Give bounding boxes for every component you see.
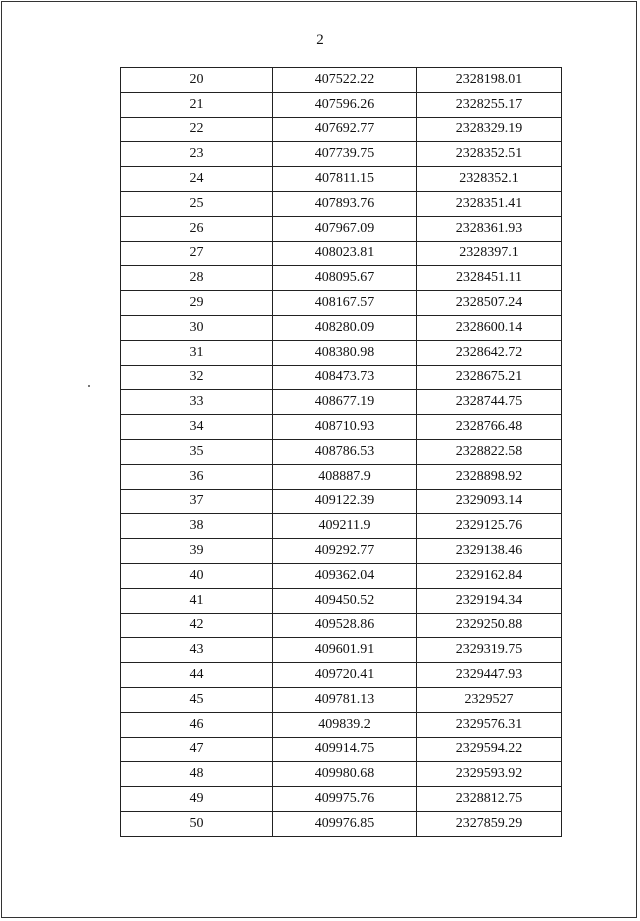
table-row	[121, 315, 562, 340]
point-number-cell: 28	[121, 266, 273, 291]
y-coordinate-cell: 2329138.46	[417, 539, 562, 564]
coordinates-table	[120, 67, 562, 837]
x-coordinate-cell: 407967.09	[273, 216, 417, 241]
point-number-cell: 30	[121, 315, 273, 340]
x-coordinate-cell: 409450.52	[273, 588, 417, 613]
y-coordinate-cell: 2328329.19	[417, 117, 562, 142]
point-number-cell: 32	[121, 365, 273, 390]
x-coordinate-cell: 408380.98	[273, 340, 417, 365]
point-number-cell: 43	[121, 638, 273, 663]
table-row	[121, 340, 562, 365]
table-row	[121, 464, 562, 489]
point-number-cell: 24	[121, 167, 273, 192]
point-number-cell: 39	[121, 539, 273, 564]
point-number-cell: 47	[121, 737, 273, 762]
scan-speck	[88, 385, 90, 387]
y-coordinate-cell: 2328812.75	[417, 787, 562, 812]
table-row	[121, 712, 562, 737]
table-row	[121, 415, 562, 440]
x-coordinate-cell: 407739.75	[273, 142, 417, 167]
y-coordinate-cell: 2328600.14	[417, 315, 562, 340]
point-number-cell: 40	[121, 563, 273, 588]
x-coordinate-cell: 408473.73	[273, 365, 417, 390]
y-coordinate-cell: 2328361.93	[417, 216, 562, 241]
point-number-cell: 42	[121, 613, 273, 638]
point-number-cell: 31	[121, 340, 273, 365]
y-coordinate-cell: 2328198.01	[417, 68, 562, 93]
y-coordinate-cell: 2329447.93	[417, 663, 562, 688]
x-coordinate-cell: 409528.86	[273, 613, 417, 638]
x-coordinate-cell: 408710.93	[273, 415, 417, 440]
point-number-cell: 41	[121, 588, 273, 613]
y-coordinate-cell: 2329576.31	[417, 712, 562, 737]
table-row	[121, 365, 562, 390]
table-row	[121, 266, 562, 291]
point-number-cell: 27	[121, 241, 273, 266]
table-row	[121, 439, 562, 464]
point-number-cell: 26	[121, 216, 273, 241]
table-row	[121, 514, 562, 539]
point-number-cell: 22	[121, 117, 273, 142]
y-coordinate-cell: 2328675.21	[417, 365, 562, 390]
x-coordinate-cell: 409980.68	[273, 762, 417, 787]
x-coordinate-cell: 409914.75	[273, 737, 417, 762]
table-row	[121, 638, 562, 663]
y-coordinate-cell: 2329319.75	[417, 638, 562, 663]
y-coordinate-cell: 2328352.1	[417, 167, 562, 192]
y-coordinate-cell: 2329162.84	[417, 563, 562, 588]
point-number-cell: 20	[121, 68, 273, 93]
x-coordinate-cell: 409781.13	[273, 687, 417, 712]
table-row	[121, 787, 562, 812]
x-coordinate-cell: 407522.22	[273, 68, 417, 93]
x-coordinate-cell: 408677.19	[273, 390, 417, 415]
x-coordinate-cell: 409720.41	[273, 663, 417, 688]
table-row	[121, 539, 562, 564]
table-row	[121, 117, 562, 142]
x-coordinate-cell: 407596.26	[273, 92, 417, 117]
y-coordinate-cell: 2328255.17	[417, 92, 562, 117]
y-coordinate-cell: 2328451.11	[417, 266, 562, 291]
table-row	[121, 811, 562, 836]
y-coordinate-cell: 2329125.76	[417, 514, 562, 539]
x-coordinate-cell: 408095.67	[273, 266, 417, 291]
x-coordinate-cell: 408023.81	[273, 241, 417, 266]
table-row	[121, 92, 562, 117]
x-coordinate-cell: 407811.15	[273, 167, 417, 192]
table-row	[121, 563, 562, 588]
point-number-cell: 33	[121, 390, 273, 415]
page-number: 2	[316, 32, 324, 48]
table-row	[121, 68, 562, 93]
x-coordinate-cell: 408167.57	[273, 291, 417, 316]
y-coordinate-cell: 2328352.51	[417, 142, 562, 167]
table-row	[121, 191, 562, 216]
y-coordinate-cell: 2328642.72	[417, 340, 562, 365]
point-number-cell: 21	[121, 92, 273, 117]
table-row	[121, 489, 562, 514]
point-number-cell: 23	[121, 142, 273, 167]
y-coordinate-cell: 2328766.48	[417, 415, 562, 440]
x-coordinate-cell: 409839.2	[273, 712, 417, 737]
y-coordinate-cell: 2328898.92	[417, 464, 562, 489]
y-coordinate-cell: 2328822.58	[417, 439, 562, 464]
table-row	[121, 663, 562, 688]
x-coordinate-cell: 409601.91	[273, 638, 417, 663]
table-row	[121, 390, 562, 415]
y-coordinate-cell: 2327859.29	[417, 811, 562, 836]
table-row	[121, 241, 562, 266]
table-row	[121, 216, 562, 241]
point-number-cell: 29	[121, 291, 273, 316]
point-number-cell: 44	[121, 663, 273, 688]
point-number-cell: 49	[121, 787, 273, 812]
x-coordinate-cell: 407893.76	[273, 191, 417, 216]
x-coordinate-cell: 409976.85	[273, 811, 417, 836]
table-row	[121, 142, 562, 167]
y-coordinate-cell: 2328744.75	[417, 390, 562, 415]
x-coordinate-cell: 409362.04	[273, 563, 417, 588]
coordinates-table-body	[121, 68, 562, 837]
point-number-cell: 46	[121, 712, 273, 737]
table-row	[121, 291, 562, 316]
y-coordinate-cell: 2329194.34	[417, 588, 562, 613]
point-number-cell: 38	[121, 514, 273, 539]
table-row	[121, 737, 562, 762]
y-coordinate-cell: 2329594.22	[417, 737, 562, 762]
x-coordinate-cell: 409292.77	[273, 539, 417, 564]
point-number-cell: 45	[121, 687, 273, 712]
x-coordinate-cell: 408280.09	[273, 315, 417, 340]
x-coordinate-cell: 409975.76	[273, 787, 417, 812]
y-coordinate-cell: 2329593.92	[417, 762, 562, 787]
point-number-cell: 35	[121, 439, 273, 464]
y-coordinate-cell: 2328351.41	[417, 191, 562, 216]
y-coordinate-cell: 2329527	[417, 687, 562, 712]
x-coordinate-cell: 408786.53	[273, 439, 417, 464]
y-coordinate-cell: 2328397.1	[417, 241, 562, 266]
point-number-cell: 36	[121, 464, 273, 489]
table-row	[121, 762, 562, 787]
point-number-cell: 37	[121, 489, 273, 514]
point-number-cell: 34	[121, 415, 273, 440]
table-row	[121, 167, 562, 192]
y-coordinate-cell: 2329250.88	[417, 613, 562, 638]
table-row	[121, 687, 562, 712]
y-coordinate-cell: 2328507.24	[417, 291, 562, 316]
x-coordinate-cell: 407692.77	[273, 117, 417, 142]
x-coordinate-cell: 408887.9	[273, 464, 417, 489]
table-row	[121, 588, 562, 613]
point-number-cell: 48	[121, 762, 273, 787]
table-row	[121, 613, 562, 638]
y-coordinate-cell: 2329093.14	[417, 489, 562, 514]
point-number-cell: 25	[121, 191, 273, 216]
x-coordinate-cell: 409122.39	[273, 489, 417, 514]
point-number-cell: 50	[121, 811, 273, 836]
x-coordinate-cell: 409211.9	[273, 514, 417, 539]
